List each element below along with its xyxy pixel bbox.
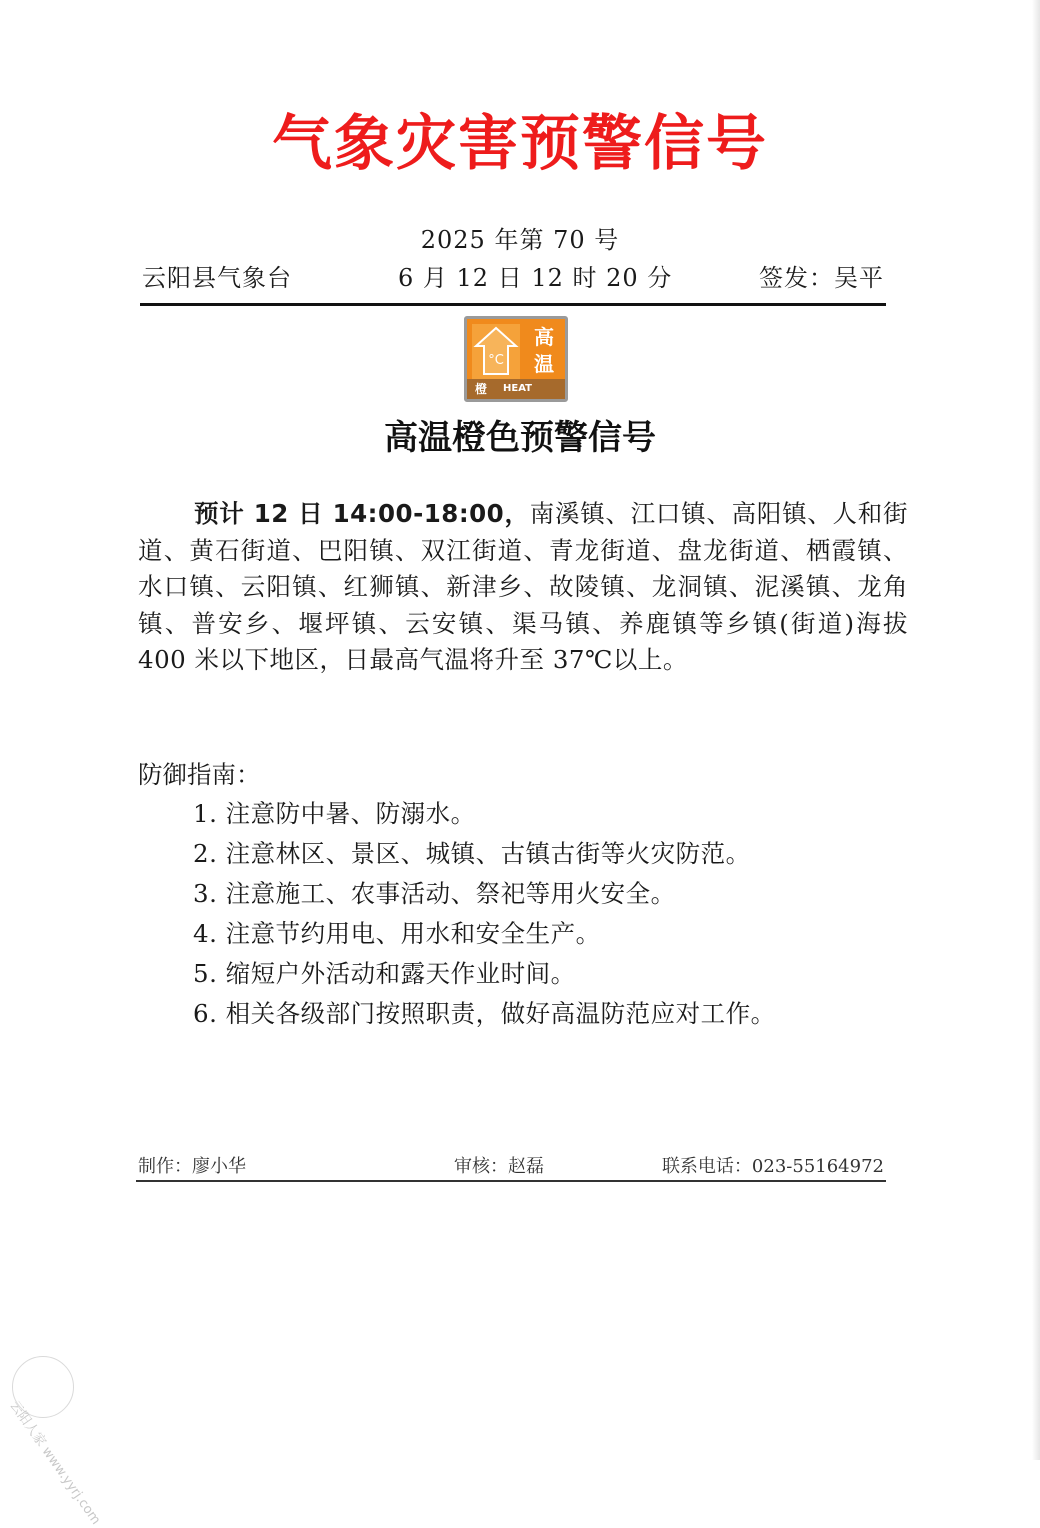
warning-lead-time: 预计 12 日 14:00-18:00， [194, 499, 530, 528]
watermark-brand: 云阳人家 [6, 1398, 49, 1450]
warning-icon-glyph-temp: 温 [534, 352, 554, 376]
warning-level-char: 橙 [475, 382, 488, 396]
guide-item: 4. 注意节约用电、用水和安全生产。 [193, 919, 601, 948]
warning-icon-label-bar [467, 379, 565, 414]
page-edge [1032, 0, 1040, 1460]
guide-item: 6. 相关各级部门按照职责，做好高温防范应对工作。 [193, 999, 776, 1028]
guide-item: 2. 注意林区、景区、城镇、古镇古街等火灾防范。 [193, 839, 751, 868]
footer-maker: 制作：廖小华 [138, 1156, 246, 1177]
warning-icon-glyph-high: 高 [534, 325, 554, 349]
meta-row [142, 258, 884, 292]
watermark [6, 1356, 104, 1528]
header-divider [140, 303, 886, 306]
heat-wave-warning-icon [464, 316, 568, 414]
guide-item: 3. 注意施工、农事活动、祭祀等用火安全。 [193, 879, 676, 908]
footer-reviewer: 审核：赵磊 [454, 1156, 544, 1177]
heat-wave-label: HEAT WAVE [503, 383, 536, 414]
guide-heading: 防御指南： [138, 760, 261, 789]
watermark-text [6, 1396, 106, 1528]
guide-item: 5. 缩短户外活动和露天作业时间。 [193, 959, 576, 988]
guide-list [193, 794, 893, 1034]
document-title: 气象灾害预警信号 [272, 109, 768, 179]
thermometer-icon [472, 324, 520, 380]
issuer: 云阳县气象台 [142, 264, 292, 292]
issue-datetime: 6 月 12 日 12 时 20 分 [398, 264, 673, 292]
footer-phone: 联系电话：023-55164972 [661, 1156, 884, 1177]
warning-body [138, 496, 908, 679]
svg-text:°C: °C [488, 353, 504, 368]
signer: 签发：吴平 [759, 264, 884, 292]
watermark-site: www.yyrj.com [38, 1444, 104, 1528]
guide-item: 1. 注意防中暑、防溺水。 [193, 799, 476, 828]
warning-body-text: 南溪镇、江口镇、高阳镇、人和街道、黄石街道、巴阳镇、双江街道、青龙街道、盘龙街道、栖霞镇、水口镇、云阳镇、红狮镇、新津乡、故陵镇、龙洞镇、泥溪镇、龙角镇、普安乡、堰坪镇、云安镇、渠马镇、养鹿镇等乡镇(街道)海拔 400 米以下地区，日最高气温将升至 37℃以上。 [138, 499, 909, 674]
issue-number: 2025 年第 70 号 [420, 226, 620, 254]
footer-divider [136, 1180, 886, 1182]
warning-title: 高温橙色预警信号 [384, 418, 656, 458]
footer [138, 1152, 884, 1180]
warning-icon-glyphs [525, 324, 563, 380]
